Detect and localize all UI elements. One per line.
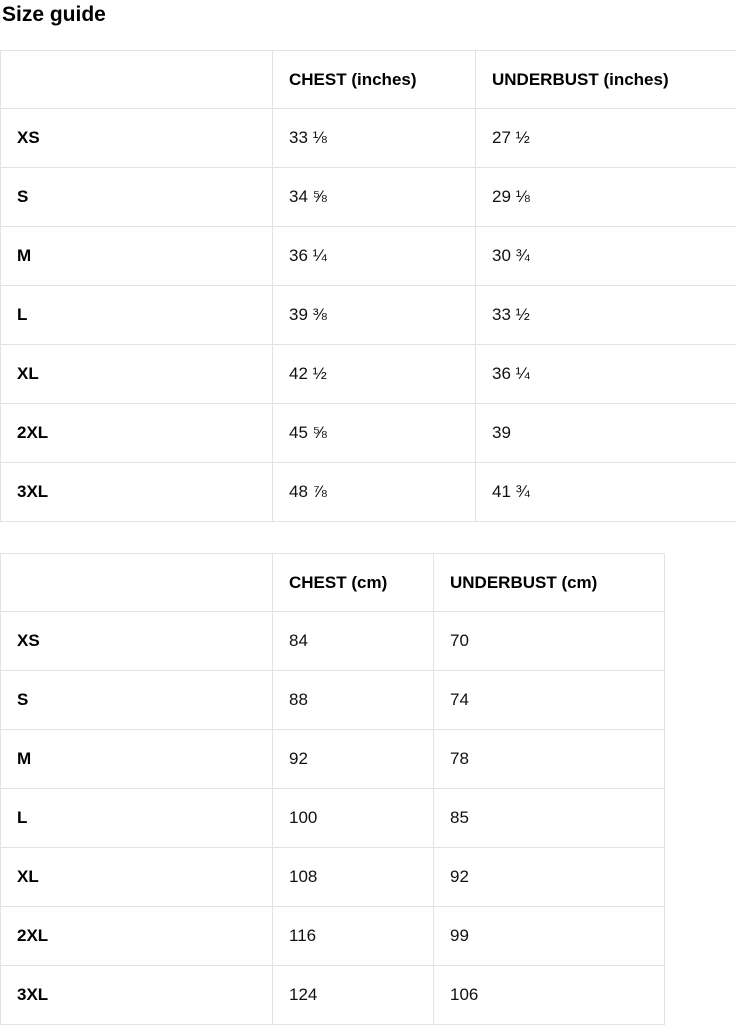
size-label: L xyxy=(1,286,273,345)
underbust-value: 39 xyxy=(476,404,736,463)
underbust-value: 27 ½ xyxy=(476,109,736,168)
chest-value: 45 ⅝ xyxy=(273,404,476,463)
underbust-value: 74 xyxy=(434,671,665,730)
underbust-value: 30 ¾ xyxy=(476,227,736,286)
size-label: XL xyxy=(1,848,273,907)
size-label: L xyxy=(1,789,273,848)
table-row xyxy=(1,907,665,966)
table-row xyxy=(1,671,665,730)
underbust-value: 106 xyxy=(434,966,665,1025)
column-header-empty xyxy=(1,51,273,109)
table-row xyxy=(1,612,665,671)
size-label: XL xyxy=(1,345,273,404)
header-row xyxy=(1,51,736,109)
table-row xyxy=(1,286,736,345)
underbust-value: 78 xyxy=(434,730,665,789)
table-row xyxy=(1,109,736,168)
table-row xyxy=(1,789,665,848)
size-label: 2XL xyxy=(1,404,273,463)
chest-value: 42 ½ xyxy=(273,345,476,404)
table-row xyxy=(1,730,665,789)
table-row xyxy=(1,463,736,522)
table-row xyxy=(1,168,736,227)
size-label: S xyxy=(1,671,273,730)
table-row xyxy=(1,966,665,1025)
chest-value: 48 ⅞ xyxy=(273,463,476,522)
column-header-underbust-cm: UNDERBUST (cm) xyxy=(434,554,665,612)
chest-value: 116 xyxy=(273,907,434,966)
page-title: Size guide xyxy=(2,3,106,26)
size-label: XS xyxy=(1,612,273,671)
underbust-value: 70 xyxy=(434,612,665,671)
chest-value: 84 xyxy=(273,612,434,671)
underbust-value: 29 ⅛ xyxy=(476,168,736,227)
column-header-underbust-inches: UNDERBUST (inches) xyxy=(476,51,736,109)
chest-value: 108 xyxy=(273,848,434,907)
table-row xyxy=(1,227,736,286)
table-row xyxy=(1,848,665,907)
underbust-value: 41 ¾ xyxy=(476,463,736,522)
underbust-value: 36 ¼ xyxy=(476,345,736,404)
chest-value: 92 xyxy=(273,730,434,789)
size-label: 2XL xyxy=(1,907,273,966)
size-table-inches xyxy=(0,50,736,522)
table-row xyxy=(1,345,736,404)
chest-value: 39 ⅜ xyxy=(273,286,476,345)
underbust-value: 99 xyxy=(434,907,665,966)
size-label: 3XL xyxy=(1,463,273,522)
size-label: XS xyxy=(1,109,273,168)
size-label: 3XL xyxy=(1,966,273,1025)
size-label: S xyxy=(1,168,273,227)
size-label: M xyxy=(1,730,273,789)
underbust-value: 85 xyxy=(434,789,665,848)
size-table-cm xyxy=(0,553,665,1025)
column-header-chest-cm: CHEST (cm) xyxy=(273,554,434,612)
chest-value: 124 xyxy=(273,966,434,1025)
chest-value: 36 ¼ xyxy=(273,227,476,286)
underbust-value: 92 xyxy=(434,848,665,907)
underbust-value: 33 ½ xyxy=(476,286,736,345)
chest-value: 100 xyxy=(273,789,434,848)
column-header-empty xyxy=(1,554,273,612)
chest-value: 33 ⅛ xyxy=(273,109,476,168)
table-row xyxy=(1,404,736,463)
chest-value: 88 xyxy=(273,671,434,730)
header-row xyxy=(1,554,665,612)
column-header-chest-inches: CHEST (inches) xyxy=(273,51,476,109)
size-label: M xyxy=(1,227,273,286)
chest-value: 34 ⅝ xyxy=(273,168,476,227)
